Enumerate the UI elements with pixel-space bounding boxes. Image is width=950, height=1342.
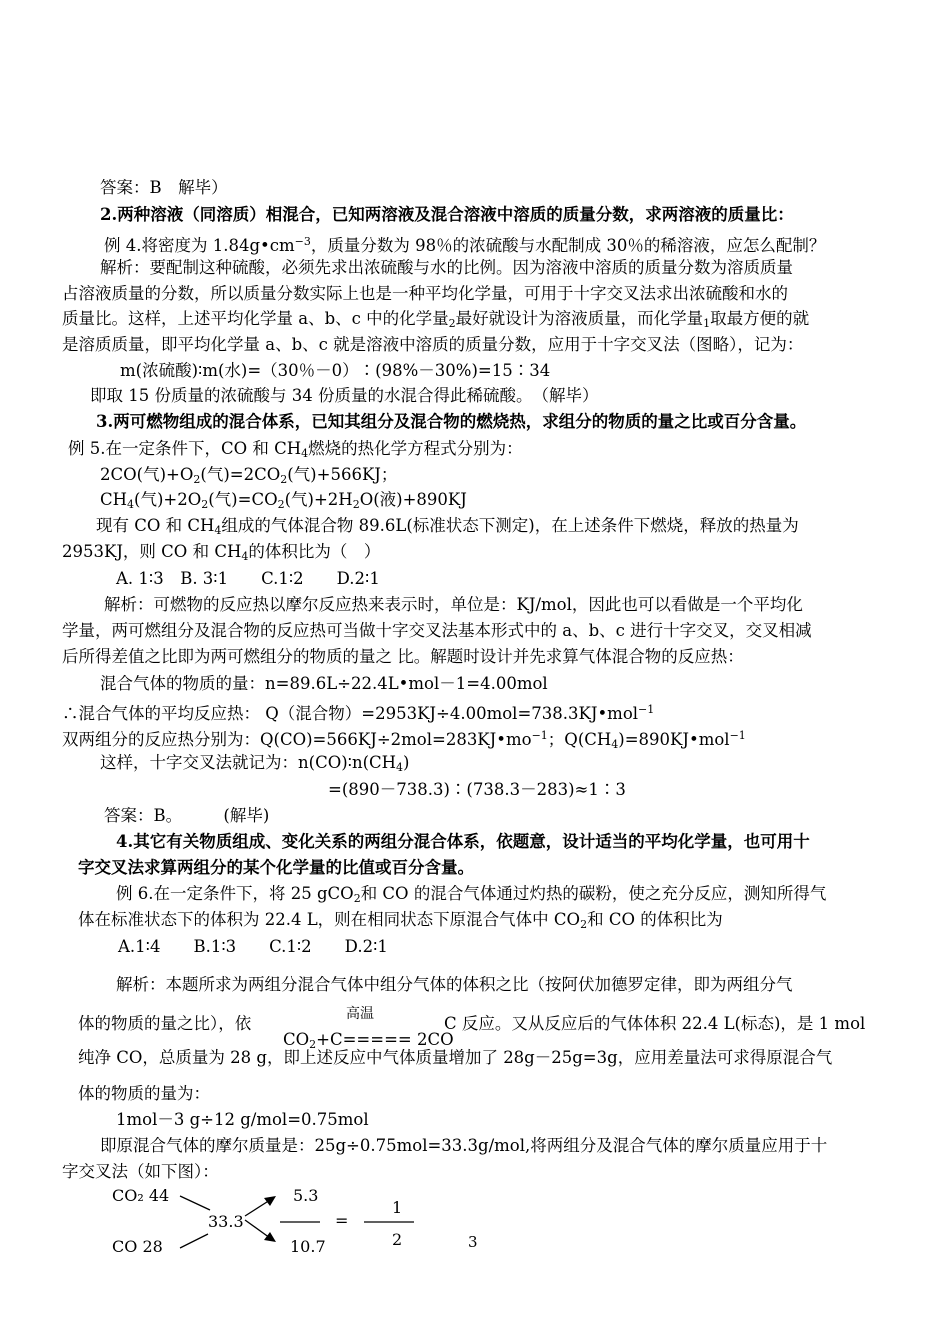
section-heading-3: 3.两可燃物组成的混合体系，已知其组分及混合物的燃烧热，求组分的物质的量之比或百分含量。	[96, 412, 807, 431]
analysis-6-line6: 即原混合气体的摩尔质量是：25g÷0.75mol=33.3g/mol,将两组分及混合气体的摩尔质量应用于十	[100, 1136, 828, 1155]
analysis-6-line4: 体的物质的量为：	[78, 1084, 210, 1103]
section-heading-4-line1: 4.其它有关物质组成、变化关系的两组分混合体系，依题意，设计适当的平均化学量，也可用十	[116, 832, 810, 851]
analysis-6-line3: 纯净 CO，总质量为 28 g，即上述反应中气体质量增加了 28g－25g=3g，应用差量法可求得原混合气	[78, 1048, 833, 1067]
analysis-5-line2: 学量，两可燃组分及混合物的反应热可当做十字交叉法基本形式中的 a、b、c 进行十字交叉，交叉相减	[62, 621, 812, 640]
analysis-6-line2: 体的物质的量之比），依	[78, 1014, 252, 1033]
diagram-bottom-value: 10.7	[290, 1237, 326, 1256]
diagram-co-label: CO 28	[112, 1237, 163, 1256]
diagram-denominator: 2	[392, 1230, 403, 1249]
example-4: 例 4.将密度为 $1.84g•cm^{-3}$，质量分数为 98％的浓硫酸与水配制成 30％的稀溶液，应怎么配制？	[104, 235, 826, 255]
page-number: 3	[468, 1233, 478, 1251]
analysis-5-line7: 这样，十字交叉法就记为：$n(CO)∶n(CH_4)$	[100, 753, 410, 774]
example-6-line2: 体在标准状态下的体积为 22.4 L，则在相同状态下原混合气体中 $CO_2$和 CO 的体积比为	[78, 910, 723, 931]
diagram-numerator: 1	[392, 1198, 403, 1217]
example-5-options: A. 1∶3 B. 3∶1 C.1∶2 D.2∶1	[116, 569, 380, 588]
diagram-co2-label: CO₂ 44	[112, 1186, 170, 1205]
diagram-equals: =	[335, 1211, 349, 1230]
analysis-4-line3: 质量比。这样，上述平均化学量 a、b、c 中的化学量$_2$最好就设计为溶液质量，而化学量$_1$取最方便的就	[62, 309, 810, 330]
answer-5: 答案：B。 (解毕)	[104, 806, 270, 825]
answer-line: 答案：B 解毕）	[100, 178, 228, 197]
cross-method-diagram	[100, 1180, 430, 1260]
diagram-arrowhead-down	[264, 1232, 276, 1242]
analysis-4-line1: 解析：要配制这种硫酸，必须先求出浓硫酸与水的比例。因为溶液中溶质的质量分数为溶质质量	[100, 258, 793, 277]
analysis-5-line1: 解析：可燃物的反应热以摩尔反应热来表示时，单位是：KJ/mol，因此也可以看做是一个平均化	[104, 595, 803, 614]
high-temp-label: 高温	[346, 1006, 374, 1022]
reaction-equation: $CO_2+C===== 2CO$	[283, 1030, 454, 1051]
analysis-4-conclusion: 即取 15 份质量的浓硫酸与 34 份质量的水混合得此稀硫酸。 （解毕）	[90, 386, 599, 405]
analysis-6-line1: 解析：本题所求为两组分混合气体中组分气体的体积之比（按阿伏加德罗定律，即为两组分气	[116, 975, 793, 994]
analysis-6-line7: 字交叉法（如下图）：	[62, 1162, 219, 1181]
analysis-5-line5: ∴混合气体的平均反应热： Q（混合物）=2953KJ÷4.00mol=738.3KJ•mol$^{-1}$	[62, 703, 655, 723]
analysis-5-line3: 后所得差值之比即为两可燃组分的物质的量之 比。解题时设计并先求算气体混合物的反应热：	[62, 647, 744, 666]
section-heading-2: 2.两种溶液（同溶质）相混合，已知两溶液及混合溶液中溶质的质量分数，求两溶液的质量比：	[100, 205, 794, 224]
section-heading-4-line2: 字交叉法求算两组分的某个化学量的比值或百分含量。	[78, 858, 474, 877]
example-5-line4: 现有 CO 和 $CH_4$组成的气体混合物 89.6L(标准状态下测定)，在上述条件下燃烧，释放的热量为	[96, 516, 799, 537]
diagram-arrow-down	[245, 1220, 270, 1238]
analysis-5-line4: 混合气体的物质的量：n=89.6L÷22.4L•mol－1=4.00mol	[100, 674, 548, 693]
analysis-5-line8: =(890－738.3)∶(738.3－283)≈1∶3	[328, 780, 626, 799]
diagram-mid-value: 33.3	[208, 1212, 244, 1231]
analysis-5-line6: 双两组分的反应热分别为：$Q(CO)=566KJ\div 2mol=283KJ•mo^{-1}$；$Q(CH_4)=890KJ•mol^{-1}$	[62, 729, 746, 751]
example-6-options: A.1∶4 B.1∶3 C.1∶2 D.2∶1	[118, 937, 388, 956]
equation-1: 2CO(气)$+O_2$(气)$=2CO_2$(气)+566KJ；	[100, 465, 398, 486]
diagram-arrow-up	[245, 1200, 270, 1216]
analysis-4-formula: m(浓硫酸)∶m(水)=（30％－0）∶(98%－30%)=15∶34	[120, 361, 551, 380]
diagram-line-top	[180, 1196, 210, 1210]
analysis-4-line2: 占溶液质量的分数，所以质量分数实际上也是一种平均化学量，可用于十字交叉法求出浓硫酸和水的	[62, 284, 788, 303]
equation-2: $CH_4$(气)$+2O_2$(气)$=CO_2$(气)$+2H_2O$(液)+890KJ	[100, 490, 467, 511]
example-6-line1: 例 6.在一定条件下，将 25 gCO$_2$和 CO 的混合气体通过灼热的碳粉，使之充分反应，测知所得气	[116, 884, 827, 905]
analysis-6-line5: 1mol－3 g÷12 g/mol=0.75mol	[116, 1110, 369, 1129]
diagram-top-value: 5.3	[293, 1186, 319, 1205]
example-5-intro: 例 5.在一定条件下，CO 和 $CH_4$燃烧的热化学方程式分别为：	[68, 439, 523, 460]
analysis-4-line4: 是溶质质量，即平均化学量 a、b、c 就是溶液中溶质的质量分数，应用于十字交叉法（图略），记为：	[62, 335, 804, 354]
diagram-line-bottom	[180, 1234, 208, 1248]
example-5-line5: 2953KJ，则 CO 和 $CH_4$的体积比为（ ）	[62, 542, 381, 563]
diagram-arrowhead-up	[264, 1196, 276, 1206]
analysis-6-line2b: C 反应。又从反应后的气体体积 22.4 L(标态)，是 1 mol	[444, 1014, 866, 1033]
